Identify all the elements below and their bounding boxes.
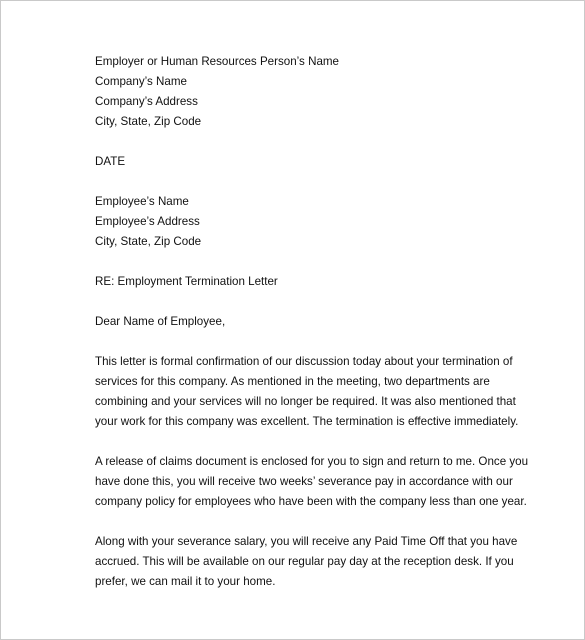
company-name: Company’s Name <box>95 75 187 88</box>
paragraph-line: prefer, we can mail it to your home. <box>95 575 276 588</box>
employee-city-state-zip: City, State, Zip Code <box>95 235 202 248</box>
spacer <box>95 132 515 152</box>
paragraph-line: your work for this company was excellent. The termination is effective immediately. <box>95 415 519 428</box>
paragraph-line: Along with your severance salary, you will receive any Paid Time Off that you have <box>95 535 518 548</box>
paragraph-severance-pto <box>95 532 518 592</box>
spacer <box>95 332 515 352</box>
spacer <box>95 512 515 532</box>
spacer <box>95 252 515 272</box>
paragraph-termination <box>95 352 519 432</box>
spacer <box>95 432 515 452</box>
employee-name: Employee’s Name <box>95 195 189 208</box>
employee-address-block <box>95 192 515 252</box>
subject-line: RE: Employment Termination Letter <box>95 275 278 288</box>
paragraph-line: company policy for employees who have been with the company less than one year. <box>95 495 527 508</box>
employer-address-block <box>95 52 515 132</box>
paragraph-line: A release of claims document is enclosed for you to sign and return to me. Once you <box>95 455 529 468</box>
paragraph-line: This letter is formal confirmation of our discussion today about your termination of <box>95 355 513 368</box>
salutation: Dear Name of Employee, <box>95 315 226 328</box>
paragraph-line: combining and your services will no longer be required. It was also mentioned that <box>95 395 516 408</box>
letter-body <box>95 52 529 592</box>
spacer <box>95 172 515 192</box>
paragraph-line: services for this company. As mentioned in the meeting, two departments are <box>95 375 490 388</box>
spacer <box>95 292 515 312</box>
letter-date: DATE <box>95 155 126 168</box>
paragraph-release-of-claims <box>95 452 529 512</box>
paragraph-line: accrued. This will be available on our regular pay day at the reception desk. If you <box>95 555 514 568</box>
company-city-state-zip: City, State, Zip Code <box>95 115 202 128</box>
company-address: Company’s Address <box>95 95 198 108</box>
employer-name: Employer or Human Resources Person’s Name <box>95 55 339 68</box>
employee-address: Employee’s Address <box>95 215 200 228</box>
paragraph-line: have done this, you will receive two weeks’ severance pay in accordance with our <box>95 475 513 488</box>
